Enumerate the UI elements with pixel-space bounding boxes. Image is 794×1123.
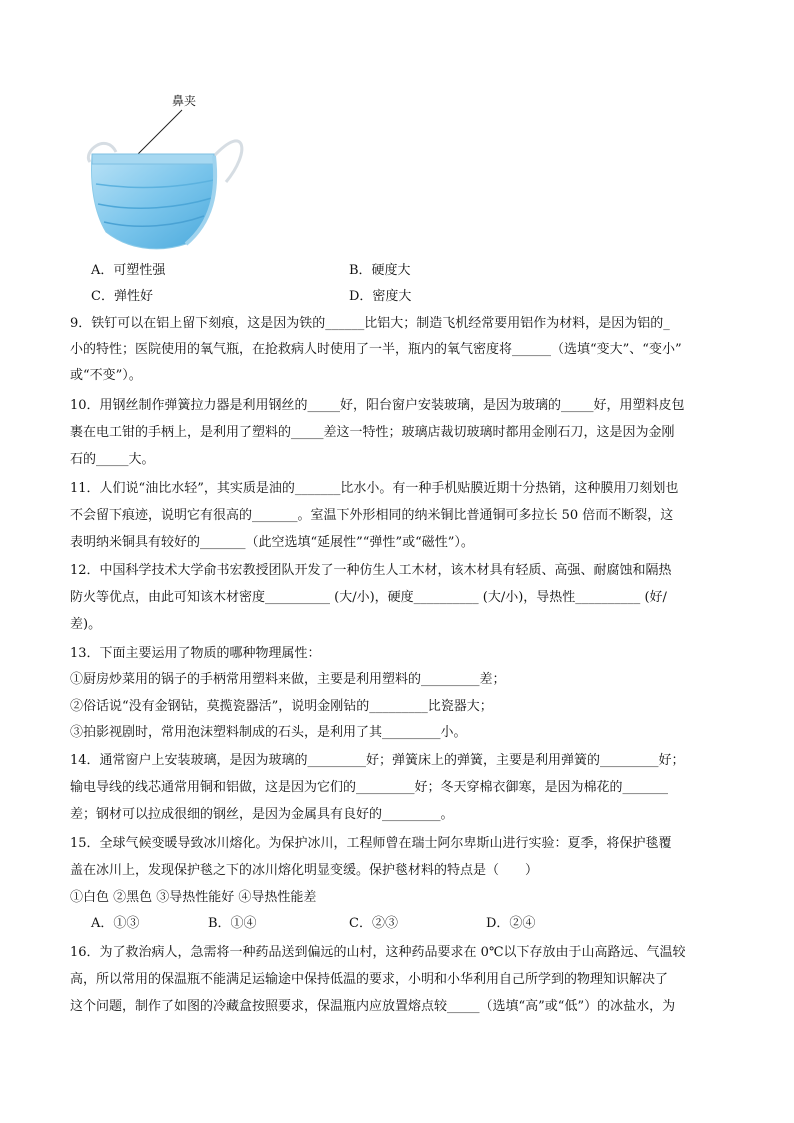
question-10-line-2: 裹在电工钳的手柄上，是利用了塑料的_____差这一特性；玻璃店裁切玻璃时都用金刚石刀，这是因为金刚 [70,425,675,440]
question-9-line-1: 9．铁钉可以在铝上留下刻痕，这是因为铁的______比铝大；制造飞机经常要用铝作为材料，是因为铝的_ [70,316,670,331]
question-16-line-3: 这个问题，制作了如图的冷藏盒按照要求，保温瓶内应放置熔点较_____（选填“高”或“低”）的冰盐水，为 [70,999,676,1014]
nose-clip-pointer [136,110,182,156]
mask-top-binding [92,154,214,164]
question-15-line-2: 盖在冰川上，发现保护毯之下的冰川熔化明显变缓。保护毯材料的特点是（ ） [70,863,539,878]
question-13-item-2: ②俗话说“没有金钢钻，莫揽瓷器活”，说明金刚钻的_________比瓷器大； [70,699,493,714]
option-b: B．硬度大 [349,263,411,278]
q15-option-d: D．②④ [486,916,536,931]
question-10-line-1: 10．用钢丝制作弹簧拉力器是利用钢丝的_____好，阳台窗户安装玻璃，是因为玻璃的_____好，用塑料皮包 [70,398,685,413]
question-15-line-1: 15．全球气候变暖导致冰川熔化。为保护冰川，工程师曾在瑞士阿尔卑斯山进行实验：夏季，将保护毯覆 [70,836,672,851]
question-16-line-1: 16．为了救治病人，急需将一种药品送到偏远的山村，这种药品要求在 0℃以下存放由于山高路远、气温较 [70,945,686,960]
option-d: D．密度大 [349,289,412,304]
mask-figure [86,92,256,254]
question-12-line-1: 12．中国科学技术大学俞书宏教授团队开发了一种仿生人工木材，该木材具有轻质、高强、耐腐蚀和隔热 [70,563,672,578]
right-ear-loop [214,141,242,182]
question-12-line-2: 防火等优点，由此可知该木材密度__________ (大/小)，硬度__________ (大/小)，导热性__________ (好/ [70,590,667,605]
question-13-item-3: ③拍影视剧时，常用泡沫塑料制成的石头，是利用了其_________小。 [70,725,467,740]
option-c: C．弹性好 [91,289,153,304]
q15-option-c: C．②③ [349,916,398,931]
question-12-line-3: 差)。 [70,617,102,632]
question-13-item-1: ①厨房炒菜用的锅子的手柄常用塑料来做，主要是利用塑料的_________差； [70,672,506,687]
question-14-line-1: 14．通常窗户上安装玻璃，是因为玻璃的_________好；弹簧床上的弹簧，主要是利用弹簧的_________好； [70,753,685,768]
question-11-line-1: 11．人们说“油比水轻”，其实质是油的_______比水小。有一种手机贴膜近期十分热销，这种膜用刀刻划也 [70,481,679,496]
question-10-line-3: 石的_____大。 [70,452,155,467]
q15-option-a: A．①③ [91,916,140,931]
question-14-line-2: 输电导线的线芯通常用铜和铝做，这是因为它们的_________好；冬天穿棉衣御寒，是因为棉花的_______ [70,780,669,795]
question-11-line-2: 不会留下痕迹，说明它有很高的_______。室温下外形相同的纳米铜比普通铜可多拉长 50 倍而不断裂，这 [70,508,674,523]
surgical-mask-image [86,92,256,254]
q15-option-b: B．①④ [208,916,257,931]
question-9-line-3: 或“不变”）。 [70,368,142,383]
question-14-line-3: 差；钢材可以拉成很细的钢丝，是因为金属具有良好的_________。 [70,807,454,822]
question-15-choices: ①白色 ②黑色 ③导热性能好 ④导热性能差 [70,890,317,905]
question-11-line-3: 表明纳米铜具有较好的_______（此空选填“延展性”“弹性”或“磁性”）。 [70,535,474,550]
nose-clip-label: 鼻夹 [172,94,197,108]
question-13-stem: 13．下面主要运用了物质的哪种物理属性： [70,646,321,661]
question-9-line-2: 小的特性；医院使用的氧气瓶，在抢救病人时使用了一半，瓶内的氧气密度将______（选填“变大”、“变小” [70,342,682,357]
question-16-line-2: 高，所以常用的保温瓶不能满足运输途中保持低温的要求，小明和小华利用自己所学到的物理知识解决了 [70,972,669,987]
option-a: A．可塑性强 [91,263,166,278]
